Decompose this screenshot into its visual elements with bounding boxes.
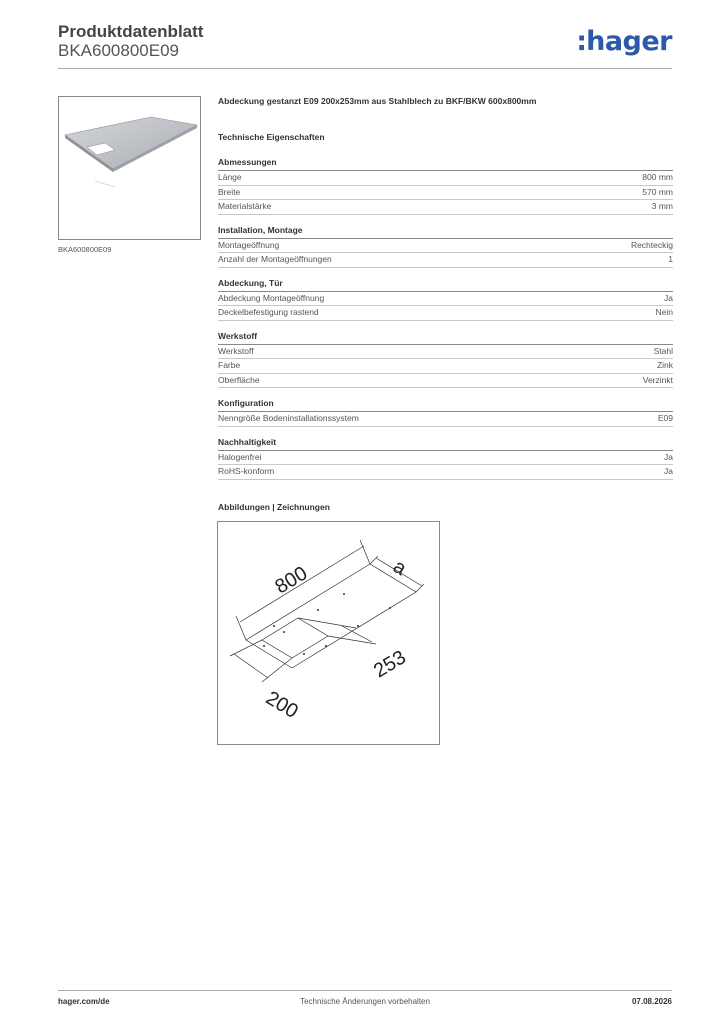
cover-plate-illustration bbox=[59, 97, 200, 239]
row-value: Ja bbox=[664, 451, 673, 462]
product-details bbox=[218, 96, 673, 490]
row-value: 3 mm bbox=[651, 201, 673, 211]
header-divider bbox=[58, 68, 672, 69]
row-value: Ja bbox=[664, 292, 673, 303]
page-header bbox=[58, 22, 672, 70]
footer-note: Technische Änderungen vorbehalten bbox=[300, 997, 430, 1006]
row-label: Nenngröße Bodeninstallationssystem bbox=[218, 413, 359, 423]
row-value: E09 bbox=[657, 413, 673, 423]
table-row bbox=[218, 239, 673, 254]
row-value: 800 mm bbox=[642, 172, 673, 182]
table-row bbox=[218, 186, 673, 201]
row-value: Rechteckig bbox=[630, 239, 673, 250]
section-installation bbox=[218, 225, 673, 268]
dimension-label-253: 253 bbox=[369, 646, 410, 683]
table-row bbox=[218, 306, 673, 321]
section-title: Installation, Montage bbox=[218, 225, 673, 239]
page-title: Produktdatenblatt bbox=[58, 22, 204, 41]
hager-logo: :hager bbox=[576, 26, 672, 57]
dimension-label-a: a bbox=[389, 555, 411, 581]
section-werkstoff bbox=[218, 331, 673, 389]
row-label: Farbe bbox=[218, 360, 241, 370]
dimension-drawing bbox=[218, 522, 439, 744]
table-row bbox=[218, 200, 673, 215]
technical-drawing bbox=[217, 521, 440, 745]
table-row bbox=[218, 451, 673, 466]
section-title: Abmessungen bbox=[218, 157, 673, 171]
row-label: Länge bbox=[218, 172, 242, 182]
table-row bbox=[218, 359, 673, 374]
section-abmessungen bbox=[218, 157, 673, 215]
table-row bbox=[218, 253, 673, 268]
table-row bbox=[218, 345, 673, 360]
row-value: Verzinkt bbox=[642, 374, 673, 385]
row-value: Nein bbox=[655, 307, 673, 317]
product-image bbox=[58, 96, 201, 240]
table-row bbox=[218, 171, 673, 186]
table-row bbox=[218, 374, 673, 389]
footer-website: hager.com/de bbox=[58, 997, 110, 1006]
section-title: Werkstoff bbox=[218, 331, 673, 345]
section-abdeckung bbox=[218, 278, 673, 321]
row-label: Oberfläche bbox=[218, 374, 260, 385]
section-nachhaltigkeit bbox=[218, 437, 673, 480]
product-id: BKA600800E09 bbox=[58, 41, 179, 60]
section-konfiguration bbox=[218, 398, 673, 427]
table-row bbox=[218, 412, 673, 427]
footer-divider bbox=[58, 990, 672, 991]
row-label: Werkstoff bbox=[218, 345, 254, 356]
row-value: Ja bbox=[664, 466, 673, 476]
logo-text: hager bbox=[586, 26, 672, 57]
row-label: Halogenfrei bbox=[218, 451, 262, 462]
row-label: Deckelbefestigung rastend bbox=[218, 307, 319, 317]
row-label: Abdeckung Montageöffnung bbox=[218, 292, 325, 303]
image-caption: BKA600800E09 bbox=[58, 245, 112, 254]
footer-date: 07.08.2026 bbox=[631, 997, 672, 1006]
figures-heading: Abbildungen | Zeichnungen bbox=[218, 502, 330, 512]
row-value: 1 bbox=[668, 254, 673, 264]
row-value: Stahl bbox=[653, 345, 673, 356]
product-description: Abdeckung gestanzt E09 200x253mm aus Stahlblech zu BKF/BKW 600x800mm bbox=[218, 96, 537, 106]
dimension-label-200: 200 bbox=[261, 687, 302, 724]
dimension-label-800: 800 bbox=[271, 562, 312, 599]
section-title: Konfiguration bbox=[218, 398, 673, 412]
row-label: Montageöffnung bbox=[218, 239, 280, 250]
section-title: Nachhaltigkeit bbox=[218, 437, 673, 451]
row-label: Materialstärke bbox=[218, 201, 272, 211]
row-label: RoHS-konform bbox=[218, 466, 275, 476]
technical-properties-heading: Technische Eigenschaften bbox=[218, 132, 325, 142]
table-row bbox=[218, 292, 673, 307]
row-value: Zink bbox=[656, 360, 673, 370]
section-title: Abdeckung, Tür bbox=[218, 278, 673, 292]
table-row bbox=[218, 465, 673, 480]
row-label: Anzahl der Montageöffnungen bbox=[218, 254, 332, 264]
row-value: 570 mm bbox=[642, 186, 673, 197]
row-label: Breite bbox=[218, 186, 241, 197]
